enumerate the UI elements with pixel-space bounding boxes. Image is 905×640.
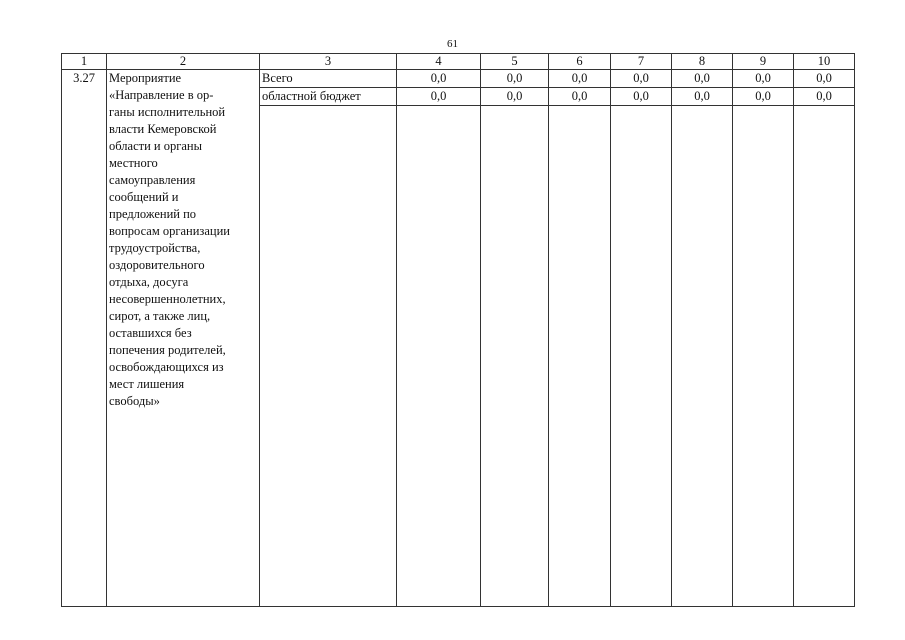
empty-cell [397,106,481,607]
column-header: 7 [611,54,672,70]
name-line: оставшихся без [109,326,192,340]
name-line: освобождающихся из [109,360,224,374]
name-line: власти Кемеровской [109,122,217,136]
name-line: мест лишения [109,377,185,391]
value-cell: 0,0 [611,70,672,88]
name-line: попечения родителей, [109,343,226,357]
value-cell: 0,0 [611,88,672,106]
column-header: 9 [733,54,794,70]
name-line: несовершеннолетних, [109,292,226,306]
empty-cell [611,106,672,607]
column-header: 10 [794,54,855,70]
value-cell: 0,0 [397,70,481,88]
name-line: сирот, а также лиц, [109,309,211,323]
empty-cell [794,106,855,607]
empty-cell [672,106,733,607]
column-header: 5 [481,54,549,70]
row-code: 3.27 [62,70,107,607]
name-line: трудоустройства, [109,241,201,255]
value-cell: 0,0 [672,70,733,88]
value-cell: 0,0 [733,70,794,88]
table-row [62,70,855,88]
header-row [62,54,855,70]
value-cell: 0,0 [794,88,855,106]
name-line: самоуправления [109,173,196,187]
name-line: местного [109,156,158,170]
name-line: ганы исполнительной [109,105,226,119]
source-label: Всего [260,70,397,88]
name-line: свободы» [109,394,160,408]
name-line: Мероприятие [109,71,182,85]
value-cell: 0,0 [549,70,611,88]
value-cell: 0,0 [397,88,481,106]
column-header: 1 [62,54,107,70]
name-line: вопросам организации [109,224,230,238]
empty-cell [733,106,794,607]
column-header: 8 [672,54,733,70]
column-header: 2 [107,54,260,70]
source-label: областной бюджет [260,88,397,106]
page-number: 61 [447,38,458,50]
value-cell: 0,0 [481,88,549,106]
budget-table [61,53,855,607]
name-line: сообщений и [109,190,179,204]
value-cell: 0,0 [733,88,794,106]
column-header: 3 [260,54,397,70]
name-line: предложений по [109,207,197,221]
column-header: 4 [397,54,481,70]
measure-name-cell [107,70,260,607]
name-line: оздоровительного [109,258,205,272]
column-header: 6 [549,54,611,70]
name-line: «Направление в ор- [109,88,214,102]
name-line: отдыха, досуга [109,275,189,289]
value-cell: 0,0 [549,88,611,106]
empty-cell [260,106,397,607]
value-cell: 0,0 [481,70,549,88]
value-cell: 0,0 [794,70,855,88]
empty-cell [549,106,611,607]
name-line: области и органы [109,139,202,153]
value-cell: 0,0 [672,88,733,106]
empty-cell [481,106,549,607]
